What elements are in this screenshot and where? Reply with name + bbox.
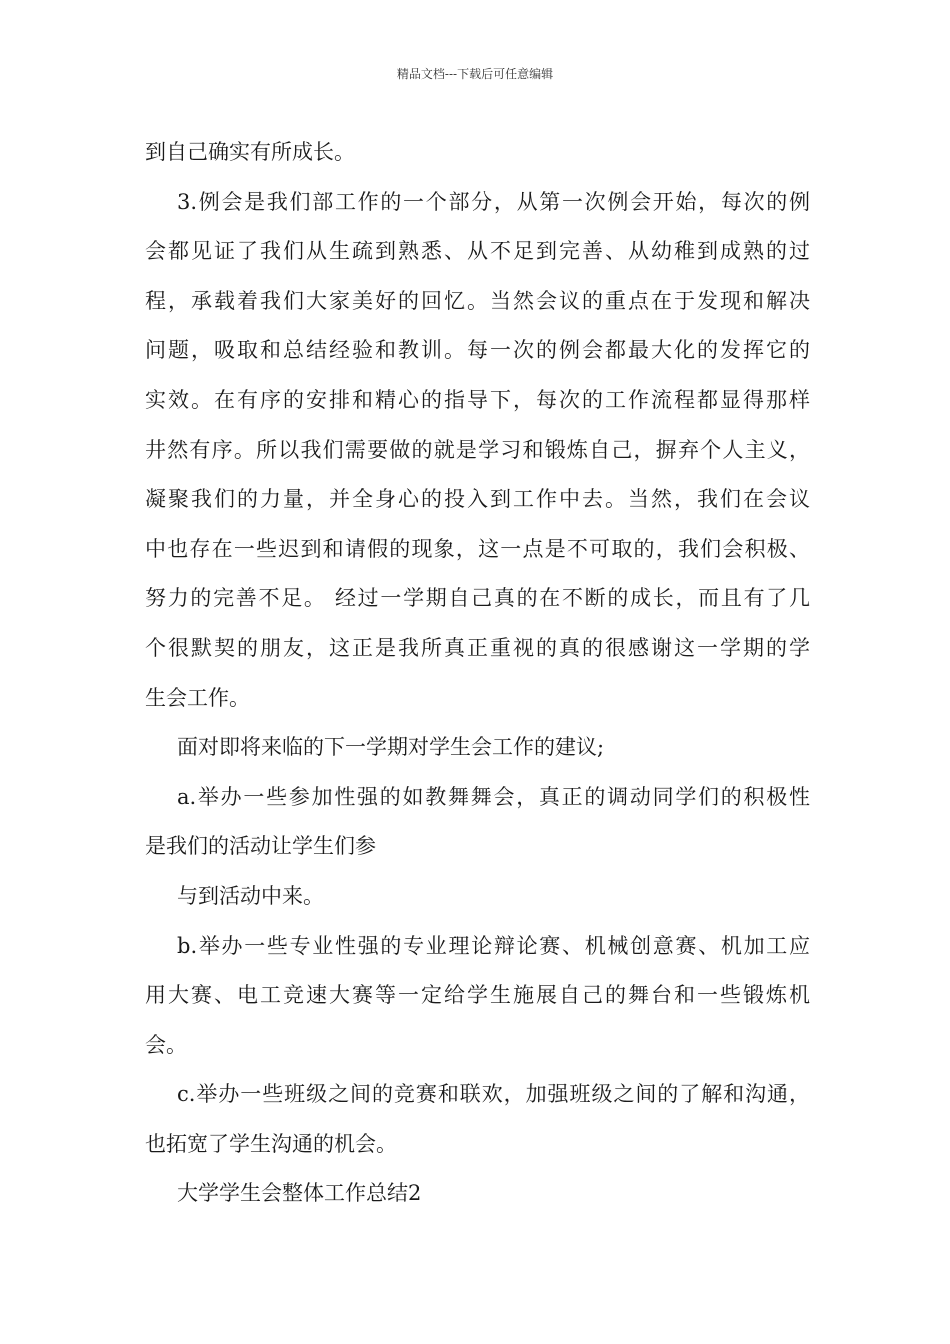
text-line-4: 程，承载着我们大家美好的回忆。当然会议的重点在于发现和解决: [145, 288, 810, 313]
text-line-12: 生会工作。: [145, 685, 250, 710]
text-line-2: 3.例会是我们部工作的一个部分，从第一次例会开始，每次的例: [177, 189, 810, 214]
text-line-15: 是我们的活动让学生们参: [145, 834, 376, 859]
text-line-20: c.举办一些班级之间的竞赛和联欢，加强班级之间的了解和沟通，: [177, 1082, 810, 1107]
text-line-16: 与到活动中来。: [177, 883, 324, 908]
document-body: [145, 128, 810, 1219]
text-line-7: 井然有序。所以我们需要做的就是学习和锻炼自己，摒弃个人主义，: [145, 437, 810, 462]
text-line-1: 到自己确实有所成长。: [145, 140, 355, 164]
text-line-13: 面对即将来临的下一学期对学生会工作的建议;: [177, 735, 605, 760]
text-line-14: a.举办一些参加性强的如教舞舞会，真正的调动同学们的积极性: [177, 784, 810, 809]
text-line-3: 会都见证了我们从生疏到熟悉、从不足到完善、从幼稚到成熟的过: [145, 239, 810, 264]
text-line-17: b.举办一些专业性强的专业理论辩论赛、机械创意赛、机加工应: [177, 933, 810, 958]
text-line-11: 个很默契的朋友，这正是我所真正重视的真的很感谢这一学期的学: [145, 635, 810, 660]
text-line-6: 实效。在有序的安排和精心的指导下，每次的工作流程都显得那样: [145, 387, 810, 412]
section-heading: 大学学生会整体工作总结2: [177, 1181, 422, 1206]
text-line-9: 中也存在一些迟到和请假的现象，这一点是不可取的，我们会积极、: [145, 536, 810, 561]
page-header: 精品文档---下载后可任意编辑: [396, 67, 554, 81]
text-line-19: 会。: [145, 1032, 187, 1057]
text-line-5: 问题，吸取和总结经验和教训。每一次的例会都最大化的发挥它的: [145, 338, 810, 363]
text-line-21: 也拓宽了学生沟通的机会。: [145, 1131, 397, 1156]
text-line-10: 努力的完善不足。 经过一学期自己真的在不断的成长，而且有了几: [145, 586, 810, 611]
text-line-8: 凝聚我们的力量，并全身心的投入到工作中去。当然，我们在会议: [145, 487, 810, 512]
text-line-18: 用大赛、电工竞速大赛等一定给学生施展自己的舞台和一些锻炼机: [145, 983, 810, 1008]
